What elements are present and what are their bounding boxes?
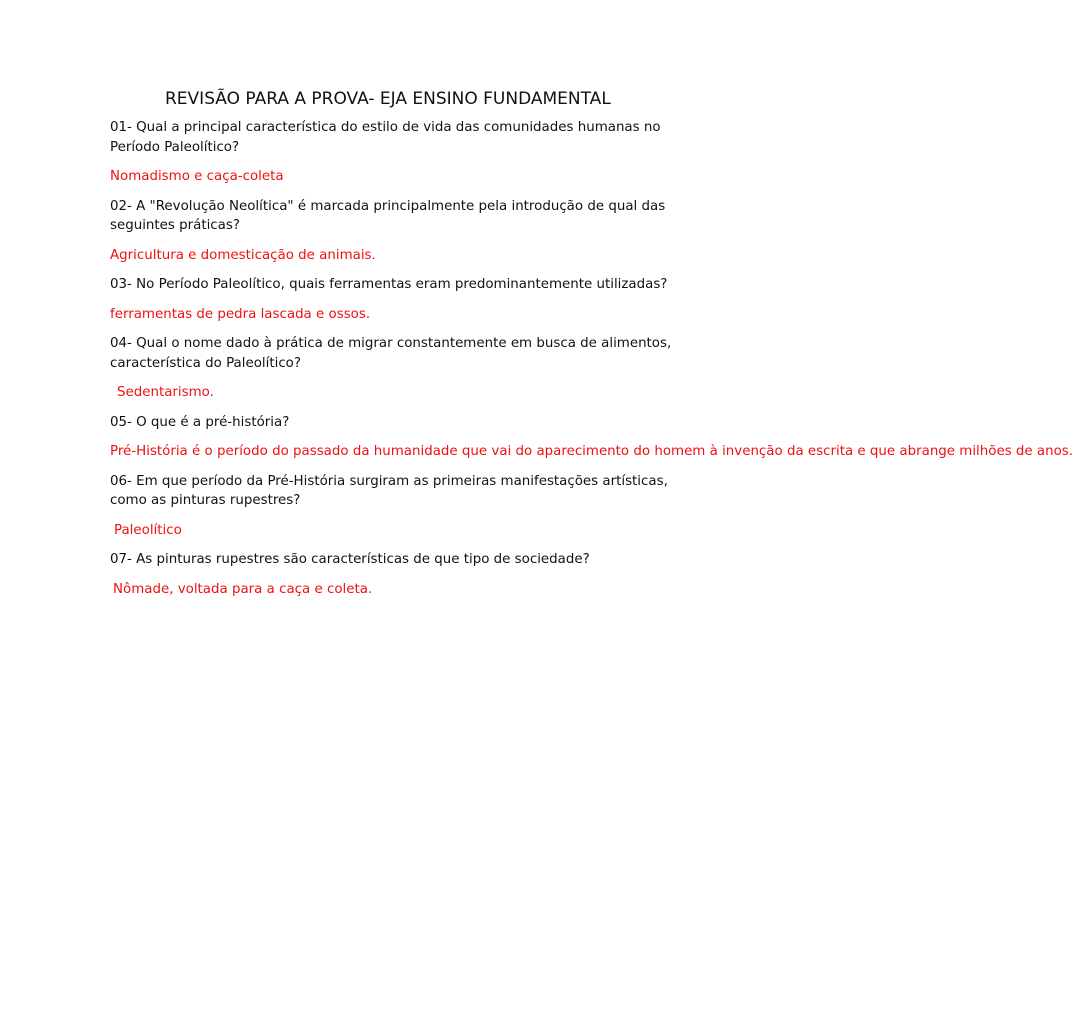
question-06 (110, 472, 670, 511)
question-05 (110, 413, 670, 433)
question-04-line-2: característica do Paleolítico? (110, 355, 301, 371)
answer-05-line-1: Pré-História é o período do passado da humanidade que vai do aparecimento do (110, 444, 651, 459)
document-title: REVISÃO PARA A PROVA- EJA ENSINO FUNDAMENTAL (165, 89, 611, 109)
answer-06 (110, 521, 670, 541)
answer-01 (110, 167, 670, 187)
question-05-line-1: 05- O que é a pré-história? (110, 414, 290, 430)
answer-07 (110, 580, 670, 600)
answer-03 (110, 305, 670, 325)
question-04-line-1: 04- Qual o nome dado à prática de migrar constantemente em busca de alimentos, (110, 336, 672, 351)
document-page (110, 86, 1073, 609)
answer-05 (110, 442, 1073, 462)
question-02-line-2: seguintes práticas? (110, 218, 240, 233)
question-04 (110, 334, 670, 373)
question-03-line-1: 03- No Período Paleolítico, quais ferramentas eram predominantemente utilizadas? (110, 277, 668, 292)
question-01-line-1: 01- Qual a principal característica do estilo de vida das comunidades humanas no (110, 120, 661, 135)
answer-01-line-1: Nomadismo e caça-coleta (110, 169, 284, 184)
question-06-line-2: como as pinturas rupestres? (110, 493, 301, 508)
question-06-line-1: 06- Em que período da Pré-História surgiram as primeiras manifestações artísticas, (110, 473, 668, 489)
answer-05-line-2: homem à invenção da escrita e que abrange milhões de anos. (654, 444, 1073, 459)
question-03 (110, 275, 670, 295)
answer-04-line-1: Sedentarismo. (117, 385, 214, 400)
question-02-line-1: 02- A "Revolução Neolítica" é marcada principalmente pela introdução de qual das (110, 198, 666, 214)
answer-07-line-1: Nômade, voltada para a caça e coleta. (113, 581, 373, 597)
answer-03-line-1: ferramentas de pedra lascada e ossos. (110, 306, 371, 322)
question-01 (110, 118, 670, 157)
answer-02 (110, 246, 670, 266)
question-07-line-1: 07- As pinturas rupestres são características de que tipo de sociedade? (110, 552, 590, 567)
question-01-line-2: Período Paleolítico? (110, 139, 240, 155)
answer-02-line-1: Agricultura e domesticação de animais. (110, 247, 376, 263)
answer-06-line-1: Paleolítico (114, 522, 182, 538)
question-02 (110, 197, 670, 236)
answer-04 (110, 383, 670, 403)
question-07 (110, 550, 670, 570)
